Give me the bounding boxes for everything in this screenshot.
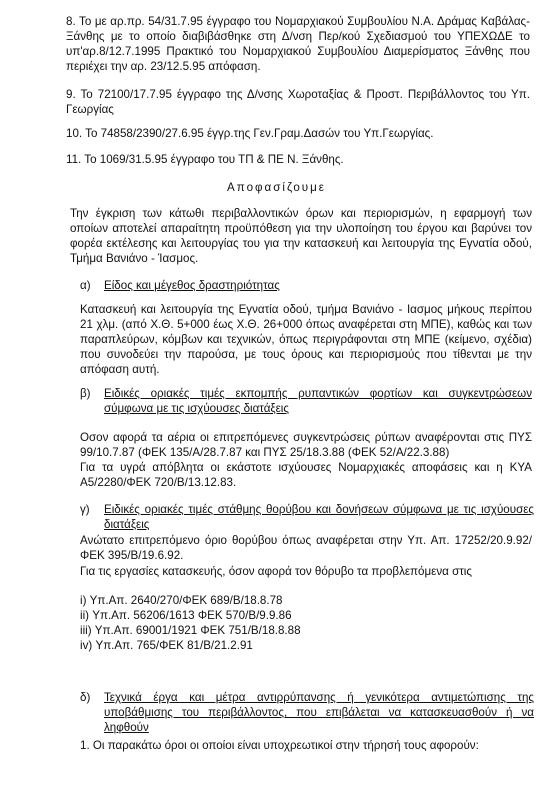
section-c-body-2: Για τις εργασίες κατασκευής, όσον αφορά τον θόρυβο τα προβλεπόμενα στις	[80, 565, 472, 578]
section-a-body: Κατασκευή και λειτουργία της Εγνατία οδού, τμήμα Βανιάνο - Ιασμος μήκους περίπου 21 χλμ. (από Χ.Θ. 5+000 έως Χ.Θ. 26+000 όπως αναφέρεται στη ΜΠΕ), καθώς και των παραπλεύρων, κόμβων και τεχνικών, όπως περιγράφονται στη ΜΠΕ (κείμενο, σχέδια) που συνοδεύει την παρούσα, με τους όρους και περιορισμούς που τίθενται με την απόφαση αυτή.	[80, 303, 532, 376]
item-number: 9.	[66, 88, 76, 101]
item-number: 11.	[66, 153, 82, 166]
section-a-title: Είδος και μέγεθος δραστηριότητας	[104, 279, 280, 292]
section-b-body-2: Για τα υγρά απόβλητα οι εκάστοτε ισχύουσες Νομαρχιακές αποφάσεις και η ΚΥΑ Α5/2280/ΦΕΚ 720/Β/13.12.83.	[80, 461, 532, 489]
list-item-8	[66, 14, 530, 74]
section-d-label: δ)	[80, 691, 91, 704]
list-item-11	[66, 152, 530, 167]
section-c-title: Ειδικές οριακές τιμές στάθμης θορύβου και δονήσεων σύμφωνα με τις ισχύουσες διατάξεις	[104, 503, 534, 531]
item-text: Το 1069/31.5.95 έγγραφο του ΤΠ & ΠΕ Ν. Ξάνθης.	[84, 153, 344, 166]
list-item: i) Υπ.Απ. 2640/270/ΦΕΚ 689/Β/18.8.78	[80, 594, 283, 607]
item-text: Το 74858/2390/27.6.95 έγγρ.της Γεν.Γραμ.Δασών του Υπ.Γεωργίας.	[85, 127, 434, 140]
section-c-body-1: Ανώτατο επιτρεπόμενο όριο θορύβου όπως αναφέρεται στην Υπ. Απ. 17252/20.9.92/ΦΕΚ 395/Β/19.6.92.	[80, 534, 532, 562]
decision-heading: Αποφασίζουμε	[227, 181, 326, 194]
list-item-10	[66, 126, 530, 141]
intro-paragraph: Την έγκριση των κάτωθι περιβαλλοντικών όρων και περιορισμών, η εφαρμογή των οποίων αποτελεί απαραίτητη προϋπόθεση για την υλοποίηση του έργου και βαρύνει τον φορέα εκτέλεσης και λειτουργίας του για την κατασκευή και λειτουργία της Εγνατία οδού, Τμήμα Βανιάνο - Ίασμος.	[70, 207, 532, 265]
list-item: iii) Υπ.Απ. 69001/1921 ΦΕΚ 751/Β/18.8.88	[80, 624, 301, 637]
section-b-body-1: Οσον αφορά τα αέρια οι επιτρεπόμενες συγκεντρώσεις ρύπων αναφέρονται στις ΠΥΣ 99/10.7.87 (ΦΕΚ 135/Α/28.7.87 και ΠΥΣ 25/18.3.88 (ΦΕΚ 52/Α/22.3.88)	[80, 431, 532, 459]
item-number: 10.	[66, 127, 83, 140]
list-item: ii) Υπ.Απ. 56206/1613 ΦΕΚ 570/Β/9.9.86	[80, 609, 292, 622]
section-c-label: γ)	[80, 503, 90, 516]
item-text: Το με αρ.πρ. 54/31.7.95 έγγραφο του Νομαρχιακού Συμβουλίου Ν.Α. Δράμας Καβάλας-Ξάνθης με το οποίο διαβιβάσθηκε στη Δ/νση Περ/κού Σχεδιασμού του ΥΠΕΧΩΔΕ το υπ'αρ.8/12.7.1995 Πρακτικό του Νομαρχιακού Συμβουλίου Διαμερίσματος Ξάνθης που περιέχει την αρ. 23/12.5.95 απόφαση.	[66, 15, 531, 73]
final-item: 1. Οι παρακάτω όροι οι οποίοι είναι υποχρεωτικοί στην τήρησή τους αφορούν:	[80, 739, 479, 752]
list-item: iv) Υπ.Απ. 765/ΦΕΚ 81/Β/21.2.91	[80, 639, 253, 652]
section-a-label: α)	[80, 279, 91, 292]
item-text: Το 72100/17.7.95 έγγραφο της Δ/νσης Χωροταξίας & Προστ. Περιβάλλοντος του Υπ. Γεωργίας	[66, 88, 531, 116]
regulation-list	[80, 593, 530, 653]
section-b-title: Ειδικές οριακές τιμές εκπομπής ρυπαντικών φορτίων και συγκεντρώσεων σύμφωνα με τις ισχύουσες διατάξεις	[104, 387, 532, 415]
item-number: 8.	[66, 15, 76, 28]
section-b-label: β)	[80, 387, 91, 400]
list-item-9	[66, 87, 530, 117]
section-d-title: Τεχνικά έργα και μέτρα αντιρρύπανσης ή γενικότερα αντιμετώπισης της υποβάθμισης του περιβάλλοντος, που επιβάλεται να κατασκευασθούν ή να ληφθούν	[104, 691, 534, 734]
